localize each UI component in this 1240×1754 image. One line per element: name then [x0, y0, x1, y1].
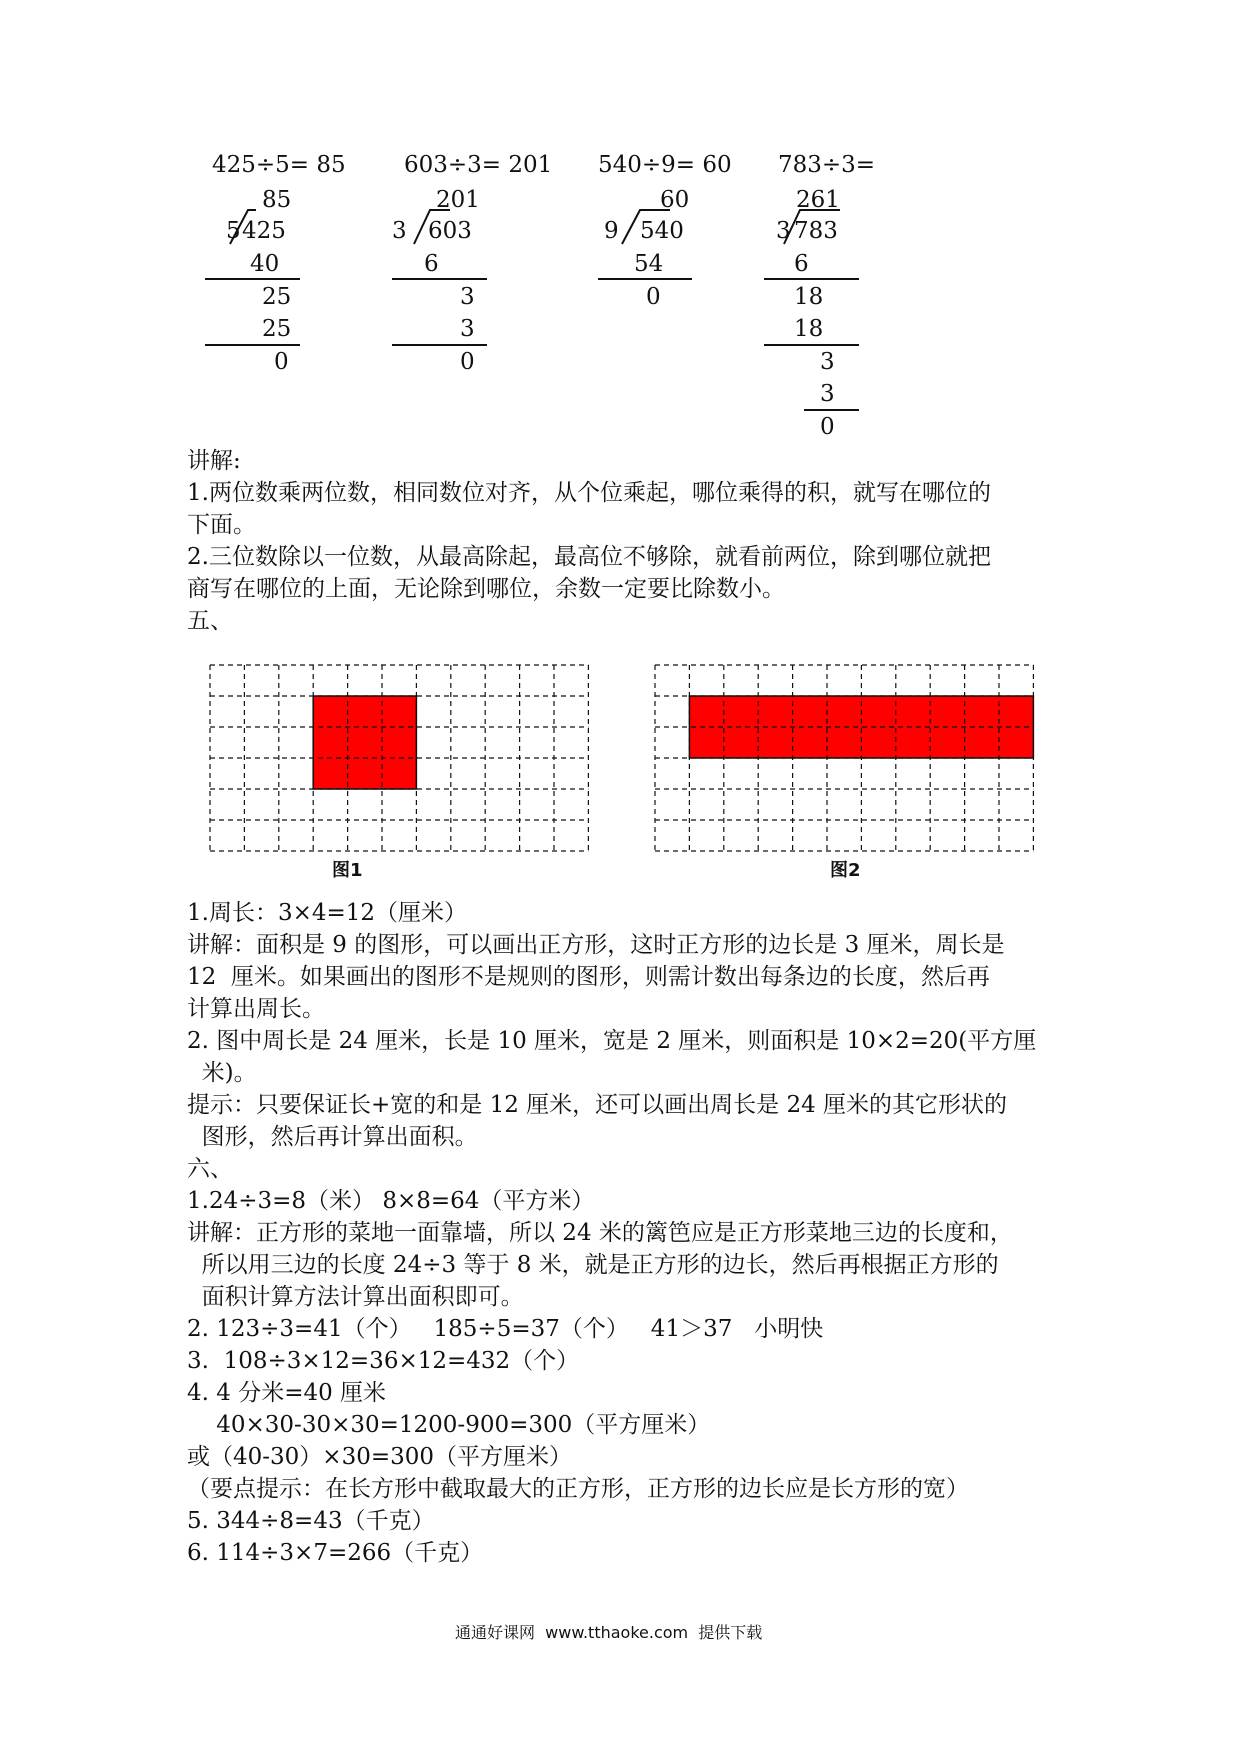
text-line: 6. 114÷3×7=266（千克） [187, 1540, 484, 1566]
division-4-step: 6 [794, 251, 809, 277]
figure-2-label: 图2 [830, 860, 861, 881]
text-line: 1.两位数乘两位数，相同数位对齐，从个位乘起，哪位乘得的积，就写在哪位的 [187, 480, 991, 506]
text-line: 米)。 [187, 1060, 257, 1086]
division-4-dividend: 783 [794, 218, 838, 244]
division-1-equation: 425÷5= 85 [212, 152, 346, 178]
division-2-step: 3 [460, 316, 475, 342]
division-4-step: 0 [820, 414, 835, 440]
text-line: 下面。 [187, 512, 256, 538]
text-line: 2. 123÷3=41（个） 185÷5=37（个） 41＞37 小明快 [187, 1316, 824, 1342]
text-line: 讲解：正方形的菜地一面靠墙，所以 24 米的篱笆应是正方形菜地三边的长度和， [187, 1220, 1013, 1246]
text-line: 或（40-30）×30=300（平方厘米） [187, 1444, 573, 1470]
division-3-equation: 540÷9= 60 [598, 152, 732, 178]
text-line: 1.24÷3=8（米） 8×8=64（平方米） [187, 1188, 595, 1214]
figure-1-grid [210, 665, 588, 851]
text-line: 3. 108÷3×12=36×12=432（个） [187, 1348, 580, 1374]
text-line: 4. 4 分米=40 厘米 [187, 1380, 387, 1406]
division-4-step: 18 [794, 316, 824, 342]
division-4-step: 3 [820, 381, 835, 407]
text-line: 40×30-30×30=1200-900=300（平方厘米） [187, 1412, 711, 1438]
division-2-quotient: 201 [436, 187, 480, 213]
division-2-divisor: 3 [392, 218, 407, 244]
text-line: 商写在哪位的上面，无论除到哪位，余数一定要比除数小。 [187, 576, 785, 602]
division-1-quotient: 85 [262, 187, 292, 213]
text-line: 提示：只要保证长+宽的和是 12 厘米，还可以画出周长是 24 厘米的其它形状的 [187, 1092, 1008, 1118]
division-1-dividend: 425 [242, 218, 286, 244]
figure-2-grid [655, 665, 1033, 851]
page-footer: 通通好课网 www.tthaoke.com 提供下载 [455, 1623, 763, 1642]
text-line: 2. 图中周长是 24 厘米，长是 10 厘米，宽是 2 厘米，则面积是 10×2=20(平方厘 [187, 1028, 1037, 1054]
text-line: 所以用三边的长度 24÷3 等于 8 米，就是正方形的边长，然后再根据正方形的 [187, 1252, 999, 1278]
division-1-step: 25 [262, 316, 292, 342]
text-line: 面积计算方法计算出面积即可。 [187, 1284, 524, 1310]
division-3-step: 54 [634, 251, 664, 277]
text-line: 1.周长：3×4=12（厘米） [187, 900, 468, 926]
division-4-equation: 783÷3= [778, 152, 876, 178]
division-4-step: 18 [794, 284, 824, 310]
text-line: （要点提示：在长方形中截取最大的正方形，正方形的边长应是长方形的宽） [187, 1476, 969, 1502]
section-heading: 五、 [187, 608, 233, 634]
division-1-divisor: 5 [226, 218, 241, 244]
division-3-quotient: 60 [660, 187, 690, 213]
text-line: 5. 344÷8=43（千克） [187, 1508, 435, 1534]
text-line: 讲解：面积是 9 的图形，可以画出正方形，这时正方形的边长是 3 厘米，周长是 [187, 932, 1005, 958]
division-2-equation: 603÷3= 201 [404, 152, 553, 178]
text-line: 计算出周长。 [187, 996, 325, 1022]
division-2-step: 3 [460, 284, 475, 310]
division-3-dividend: 540 [640, 218, 684, 244]
division-3-step: 0 [646, 284, 661, 310]
division-1-step: 40 [250, 251, 280, 277]
figure-1-shape [313, 696, 416, 789]
division-2-step: 0 [460, 349, 475, 375]
text-line: 2.三位数除以一位数，从最高除起，最高位不够除，就看前两位，除到哪位就把 [187, 544, 991, 570]
text-line: 图形，然后再计算出面积。 [187, 1124, 478, 1150]
section-heading: 六、 [187, 1156, 233, 1182]
text-line: 讲解: [187, 448, 241, 474]
division-2-dividend: 603 [428, 218, 472, 244]
division-4-step: 3 [820, 349, 835, 375]
figure-1-label: 图1 [332, 860, 363, 881]
division-4-divisor: 3 [776, 218, 791, 244]
division-1-step: 25 [262, 284, 292, 310]
division-1-step: 0 [274, 349, 289, 375]
division-4-quotient: 261 [796, 187, 840, 213]
division-3-divisor: 9 [604, 218, 619, 244]
division-2-step: 6 [424, 251, 439, 277]
text-line: 12 厘米。如果画出的图形不是规则的图形，则需计数出每条边的长度，然后再 [187, 964, 990, 990]
